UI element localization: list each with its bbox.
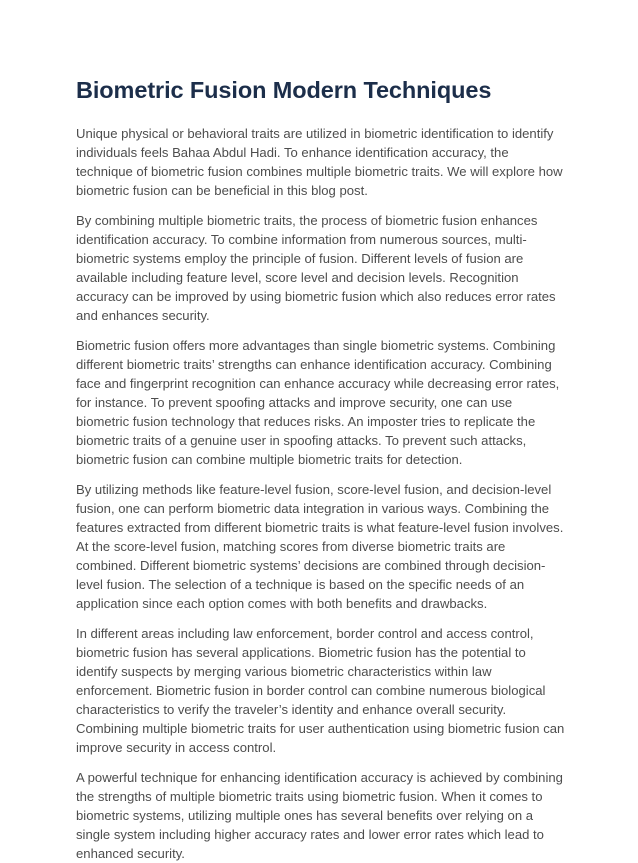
paragraph-applications: In different areas including law enforcement, border control and access control, biometric fusion has several applications. Biometric fusion has the potential to identify suspects by merging various biometric characteristics within law enforcement. Biometric fusion in border control can combine numerous biological characteristics to verify the traveler’s identity and enhance overall security. Combining multiple biometric traits for user authentication using biometric fusion can improve security in access control. (76, 626, 565, 755)
paragraph-advantages: Biometric fusion offers more advantages than single biometric systems. Combining different biometric traits’ strengths can enhance identification accuracy. Combining face and fingerprint recognition can enhance accuracy while decreasing error rates, for instance. To prevent spoofing attacks and improve security, one can use biometric fusion technology that reduces risks. An imposter tries to replicate the biometric traits of a genuine user in spoofing attacks. To prevent such attacks, biometric fusion can combine multiple biometric traits for detection. (76, 338, 560, 467)
page-title: Biometric Fusion Modern Techniques (76, 77, 492, 103)
paragraph-fusion-process: By combining multiple biometric traits, the process of biometric fusion enhances identification accuracy. To combine information from numerous sources, multi-biometric systems employ the principle of fusion. Different levels of fusion are available including feature level, score level and decision levels. Recognition accuracy can be improved by using biometric fusion which also reduces error rates and enhances security. (76, 213, 556, 323)
paragraph-intro: Unique physical or behavioral traits are utilized in biometric identification to identify individuals feels Bahaa Abdul Hadi. To enhance identification accuracy, the technique of biometric fusion combines multiple biometric traits. We will explore how biometric fusion can be beneficial in this blog post. (76, 126, 563, 198)
paragraph-conclusion: A powerful technique for enhancing identification accuracy is achieved by combining the strengths of multiple biometric traits using biometric fusion. When it comes to biometric systems, utilizing multiple ones has several benefits over relying on a single system including higher accuracy rates and lower error rates which lead to enhanced security. (76, 770, 563, 861)
paragraph-methods: By utilizing methods like feature-level fusion, score-level fusion, and decision-level fusion, one can perform biometric data integration in various ways. Combining the features extracted from different biometric traits is what feature-level fusion involves. At the score-level fusion, matching scores from diverse biometric traits are combined. Different biometric systems’ decisions are combined through decision-level fusion. The selection of a technique is based on the specific needs of an application since each option comes with both benefits and drawbacks. (76, 482, 564, 611)
